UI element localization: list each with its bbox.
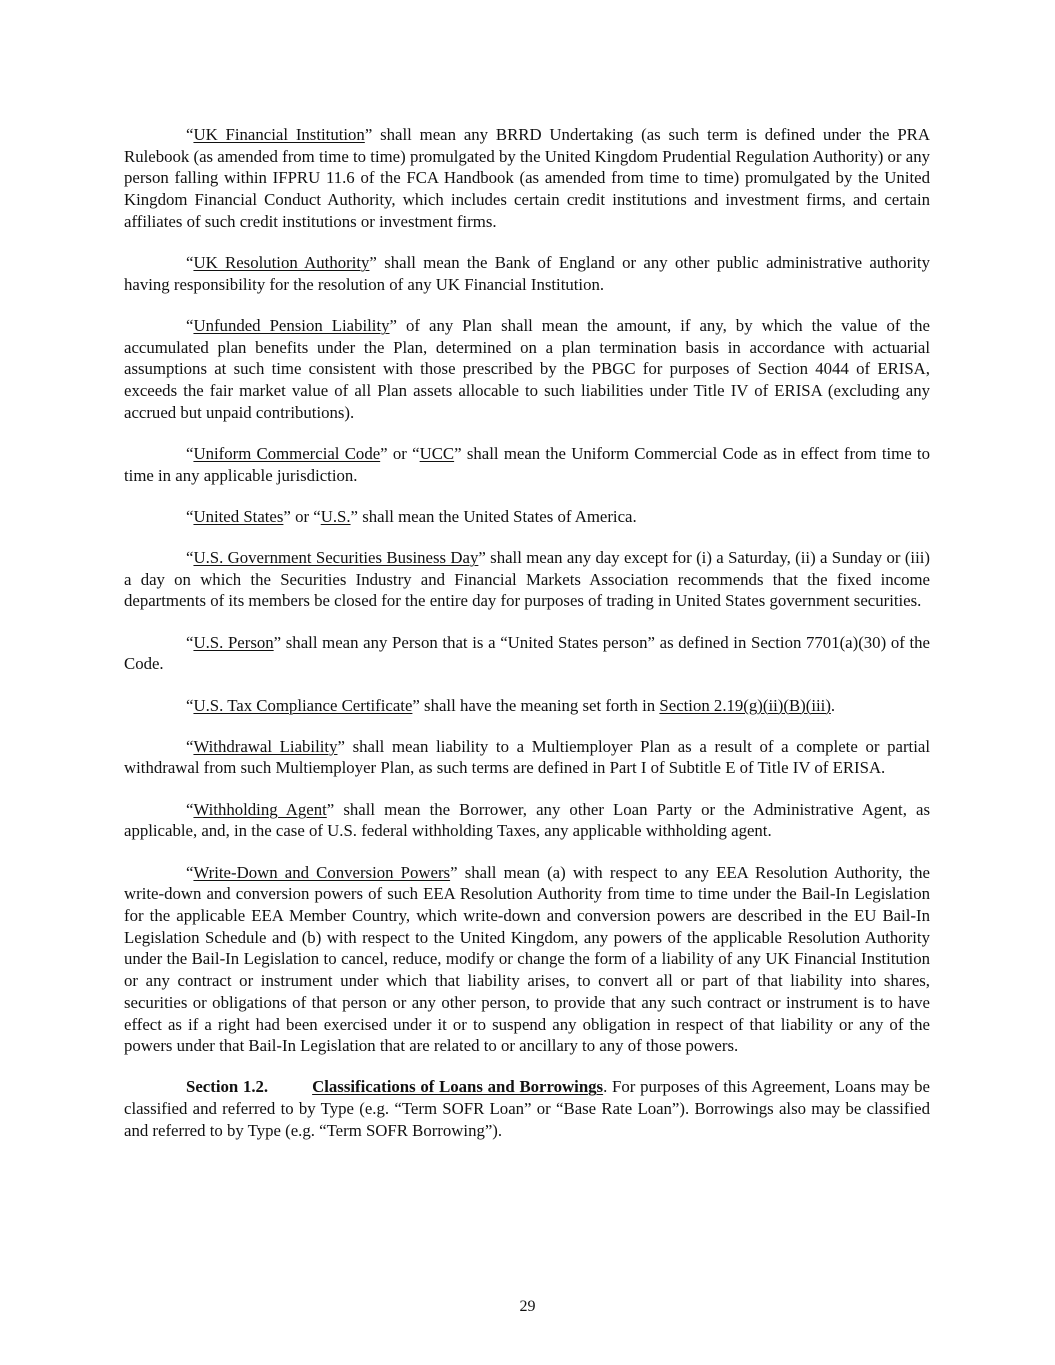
definition-text: shall mean the Uniform Commercial Code as in effect from time to time in any applicable jurisdiction.: [124, 443, 930, 485]
definition-us-tax-compliance-certificate: “U.S. Tax Compliance Certificate” shall have the meaning set forth in Section 2.19(g)(ii)(B)(iii).: [186, 695, 836, 715]
defined-term-alias: U.S.: [320, 506, 351, 526]
defined-term-alias: UCC: [419, 443, 455, 463]
definition-write-down-and-conversion-powers: “Write-Down and Conversion Powers” shall mean (a) with respect to any EEA Resolution Authority, the write-down and conversion powers of such EEA Resolution Authority from time to time under the Bail-In Legislation for the applicable EEA Member Country, which write-down and conversion powers are described in the EU Bail-In Legislation Schedule and (b) with respect to the United Kingdom, any powers of the applicable Resolution Authority under the Bail-In Legislation to cancel, reduce, modify or change the form of a liability of any UK Financial Institution or any contract or instrument under which that liability arises, to convert all or part of that liability into shares, securities or obligations of that person or any other person, to provide that any such contract or instrument is to have effect as if a right had been exercised under it or to suspend any obligation in respect of that liability or any of the powers under that Bail-In Legislation that are related to or ancillary to any of those powers.: [124, 862, 930, 1056]
term-connector: or: [290, 506, 314, 526]
defined-term: United States: [193, 506, 284, 526]
definition-text: shall mean liability to a Multiemployer Plan as a result of a complete or partial withdrawal from such Multiemployer Plan, as such terms are defined in Part I of Subtitle E of Title IV of ERISA.: [124, 736, 930, 778]
term-connector: or: [387, 443, 413, 463]
definition-text: shall have the meaning set forth in: [419, 695, 660, 715]
section-title: Classifications of Loans and Borrowings: [312, 1077, 604, 1097]
section-title-punct: .: [603, 1077, 608, 1097]
defined-term: Withholding Agent: [193, 799, 327, 819]
definition-uk-financial-institution: “UK Financial Institution” shall mean any BRRD Undertaking (as such term is defined under the PRA Rulebook (as amended from time to time) promulgated by the United Kingdom Prudential Regulation Authority) or any person falling within IFPRU 11.6 of the FCA Handbook (as amended from time to time) promulgated by the United Kingdom Financial Conduct Authority, which includes certain credit institutions and investment firms, and certain affiliates of such credit institutions or investment firms.: [124, 125, 930, 231]
page-number: 29: [519, 1298, 536, 1315]
defined-term: U.S. Person: [193, 632, 274, 652]
section-number: Section 1.2.: [186, 1077, 269, 1097]
document-page: [124, 124, 930, 1161]
definition-uk-resolution-authority: “UK Resolution Authority” shall mean the Bank of England or any other public administrative authority having responsibility for the resolution of any UK Financial Institution.: [124, 253, 930, 294]
defined-term: UK Resolution Authority: [193, 253, 370, 273]
definition-text: shall mean any Person that is a “United States person” as defined in Section 7701(a)(30) of the Code.: [124, 632, 930, 674]
definition-withholding-agent: “Withholding Agent” shall mean the Borrower, any other Loan Party or the Administrative Agent, as applicable, and, in the case of U.S. federal withholding Taxes, any applicable withholding agent.: [124, 799, 930, 841]
defined-term: U.S. Tax Compliance Certificate: [193, 695, 413, 715]
definition-text: shall mean the Bank of England or any other public administrative authority having responsibility for the resolution of any UK Financial Institution.: [124, 253, 930, 294]
definition-text: shall mean any BRRD Undertaking (as such term is defined under the PRA Rulebook (as amended from time to time) promulgated by the United Kingdom Prudential Regulation Authority) or any person falling within IFPRU 11.6 of the FCA Handbook (as amended from time to time) promulgated by the United Kingdom Financial Conduct Authority, which includes certain credit institutions and investment firms, and certain affiliates of such credit institutions or investment firms.: [124, 125, 930, 231]
definition-tail: .: [830, 695, 836, 715]
definition-text: shall mean any day except for (i) a Saturday, (ii) a Sunday or (iii) a day on which the Securities Industry and Financial Markets Association recommends that the fixed income departments of its members be closed for the entire day for purposes of trading in United States government securities.: [124, 548, 930, 611]
defined-term: Uniform Commercial Code: [193, 443, 381, 463]
definition-text: shall mean the United States of America.: [358, 506, 637, 526]
section-1-2-paragraph: [124, 1076, 930, 1141]
definition-text: shall mean (a) with respect to any EEA Resolution Authority, the write-down and conversion powers of such EEA Resolution Authority from time to time under the Bail-In Legislation for the applicable EEA Member Country, which write-down and conversion powers are described in the EU Bail-In Legislation Schedule and (b) with respect to the United Kingdom, any powers of the applicable Resolution Authority under the Bail-In Legislation to cancel, reduce, modify or change the form of a liability of any UK Financial Institution or any contract or instrument under which that liability arises, to convert all or part of that liability into shares, securities or obligations of that person or any other person, to provide that any such contract or instrument is to have effect as if a right had been exercised under it or to suspend any obligation in respect of that liability or any of the powers under that Bail-In Legislation that are related to or ancillary to any of those powers.: [124, 862, 930, 1056]
section-cross-reference-link[interactable]: Section 2.19(g)(ii)(B)(iii): [659, 695, 831, 715]
definition-unfunded-pension-liability: “Unfunded Pension Liability” of any Plan shall mean the amount, if any, by which the value of the accumulated plan benefits under the Plan, determined on a plan termination basis in accordance with actuarial assumptions at such time consistent with those prescribed by the PBGC for purposes of Section 4044 of ERISA, exceeds the fair market value of all Plan assets allocable to such liabilities under Title IV of ERISA (excluding any accrued but unpaid contributions).: [124, 315, 930, 422]
definition-us-government-securities-business-day: “U.S. Government Securities Business Day” shall mean any day except for (i) a Saturday, (ii) a Sunday or (iii) a day on which the Securities Industry and Financial Markets Association recommends that the fixed income departments of its members be closed for the entire day for purposes of trading in United States government securities.: [124, 548, 930, 611]
definition-united-states: “United States” or “U.S.” shall mean the United States of America.: [186, 506, 637, 526]
definition-withdrawal-liability: “Withdrawal Liability” shall mean liability to a Multiemployer Plan as a result of a complete or partial withdrawal from such Multiemployer Plan, as such terms are defined in Part I of Subtitle E of Title IV of ERISA.: [124, 736, 930, 778]
definition-text: shall mean the Borrower, any other Loan Party or the Administrative Agent, as applicable, and, in the case of U.S. federal withholding Taxes, any applicable withholding agent.: [124, 799, 930, 841]
defined-term: Withdrawal Liability: [193, 736, 338, 756]
definition-us-person: “U.S. Person” shall mean any Person that is a “United States person” as defined in Section 7701(a)(30) of the Code.: [124, 632, 930, 674]
defined-term: Unfunded Pension Liability: [193, 315, 390, 335]
defined-term: Write-Down and Conversion Powers: [193, 862, 451, 882]
section-text: For purposes of this Agreement, Loans may be classified and referred to by Type (e.g. “Term SOFR Loan” or “Base Rate Loan”). Borrowings also may be classified and referred to by Type (e.g. “Term SOFR Borrowing”).: [124, 1077, 930, 1140]
defined-term: UK Financial Institution: [193, 125, 365, 144]
defined-term: U.S. Government Securities Business Day: [193, 548, 479, 568]
definition-text: of any Plan shall mean the amount, if any, by which the value of the accumulated plan benefits under the Plan, determined on a plan termination basis in accordance with actuarial assumptions at such time consistent with those prescribed by the PBGC for purposes of Section 4044 of ERISA, exceeds the fair market value of all Plan assets allocable to such liabilities under Title IV of ERISA (excluding any accrued but unpaid contributions).: [124, 315, 930, 422]
definition-uniform-commercial-code: “Uniform Commercial Code” or “UCC” shall mean the Uniform Commercial Code as in effect from time to time in any applicable jurisdiction.: [124, 443, 930, 485]
